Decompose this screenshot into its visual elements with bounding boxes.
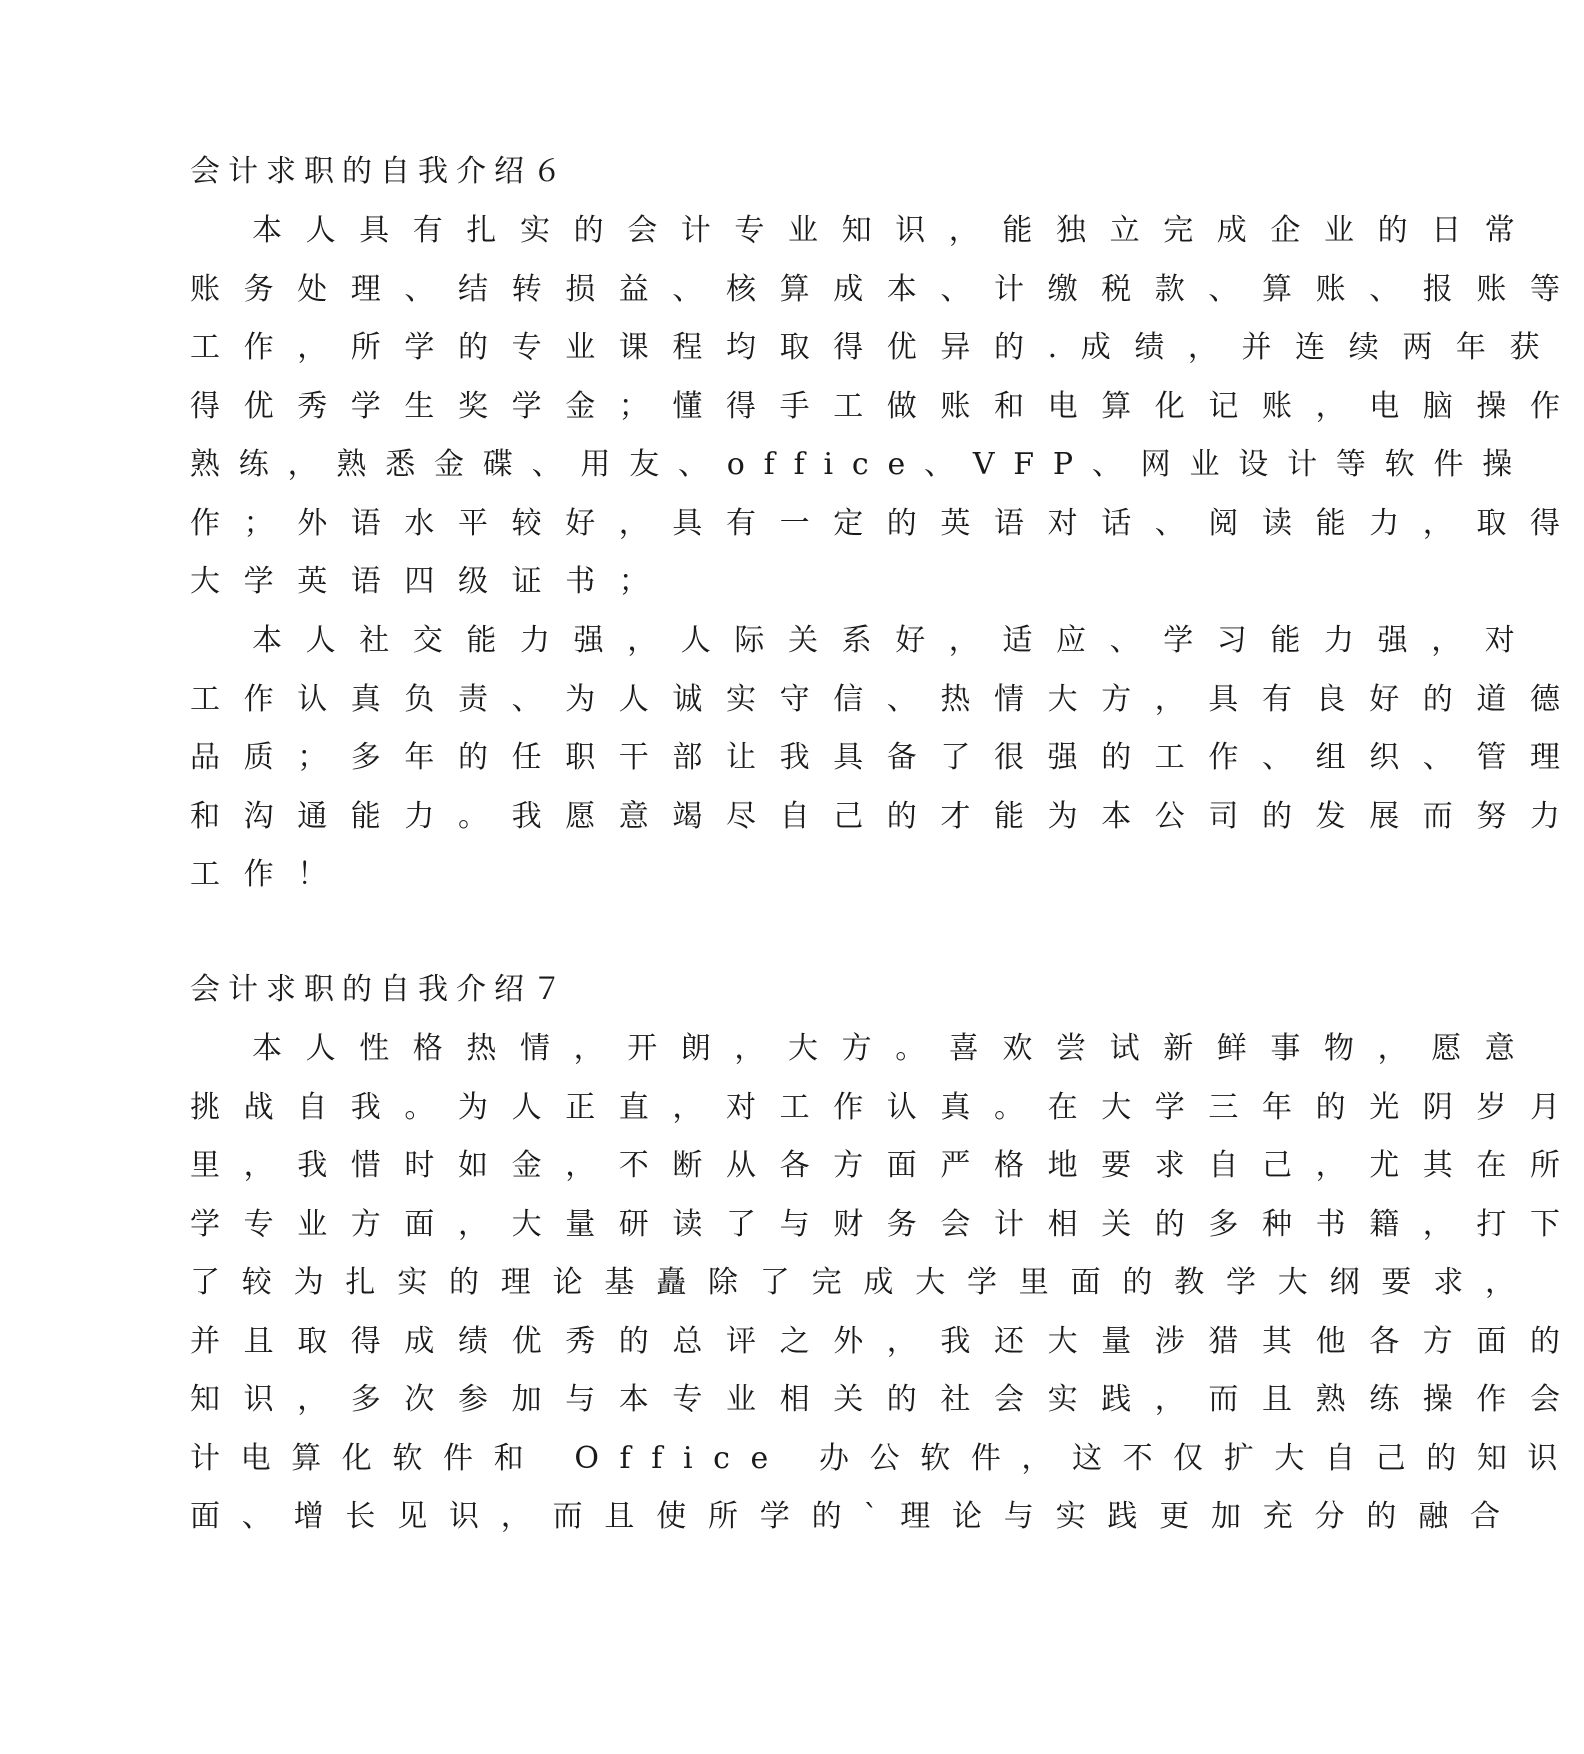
paragraph-line: 面、增长见识，而且使所学的`理论与实践更加充分的融合	[190, 1499, 1522, 1534]
paragraph-line: 得优秀学生奖学金；懂得手工做账和电算化记账，电脑操作	[190, 389, 1584, 424]
paragraph-line: 工作，所学的专业课程均取得优异的.成绩，并连续两年获	[190, 330, 1564, 365]
paragraph-line: 工作！	[190, 857, 351, 892]
section-heading: 会计求职的自我介绍７	[190, 972, 570, 1007]
paragraph-line: 挑战自我。为人正直，对工作认真。在大学三年的光阴岁月	[190, 1090, 1584, 1125]
paragraph-line: 工作认真负责、为人诚实守信、热情大方，具有良好的道德	[190, 682, 1584, 717]
paragraph-line: 大学英语四级证书；	[190, 564, 673, 599]
paragraph-line: 本人性格热情，开朗，大方。喜欢尝试新鲜事物，愿意	[252, 1031, 1539, 1066]
paragraph-line: 计电算化软件和 Office 办公软件，这不仅扩大自己的知识	[190, 1441, 1579, 1476]
paragraph-line: 账务处理、结转损益、核算成本、计缴税款、算账、报账等	[190, 272, 1584, 307]
section-heading: 会计求职的自我介绍６	[190, 154, 570, 189]
paragraph-line: 品质；多年的任职干部让我具备了很强的工作、组织、管理	[190, 740, 1584, 775]
paragraph-line: 本人社交能力强，人际关系好，适应、学习能力强，对	[252, 623, 1539, 658]
paragraph-line: 熟练，熟悉金碟、用友、office、VFP、网业设计等软件操	[190, 447, 1532, 482]
paragraph-line: 本人具有扎实的会计专业知识，能独立完成企业的日常	[252, 213, 1539, 248]
paragraph-line: 并且取得成绩优秀的总评之外，我还大量涉猎其他各方面的	[190, 1324, 1584, 1359]
paragraph-line: 学专业方面，大量研读了与财务会计相关的多种书籍，打下	[190, 1207, 1584, 1242]
paragraph-line: 知识，多次参加与本专业相关的社会实践，而且熟练操作会	[190, 1382, 1584, 1417]
paragraph-line: 里，我惜时如金，不断从各方面严格地要求自己，尤其在所	[190, 1148, 1584, 1183]
paragraph-line: 和沟通能力。我愿意竭尽自己的才能为本公司的发展而努力	[190, 799, 1584, 834]
paragraph-line: 了较为扎实的理论基矗除了完成大学里面的教学大纲要求，	[190, 1265, 1537, 1300]
paragraph-line: 作；外语水平较好，具有一定的英语对话、阅读能力，取得	[190, 506, 1584, 541]
